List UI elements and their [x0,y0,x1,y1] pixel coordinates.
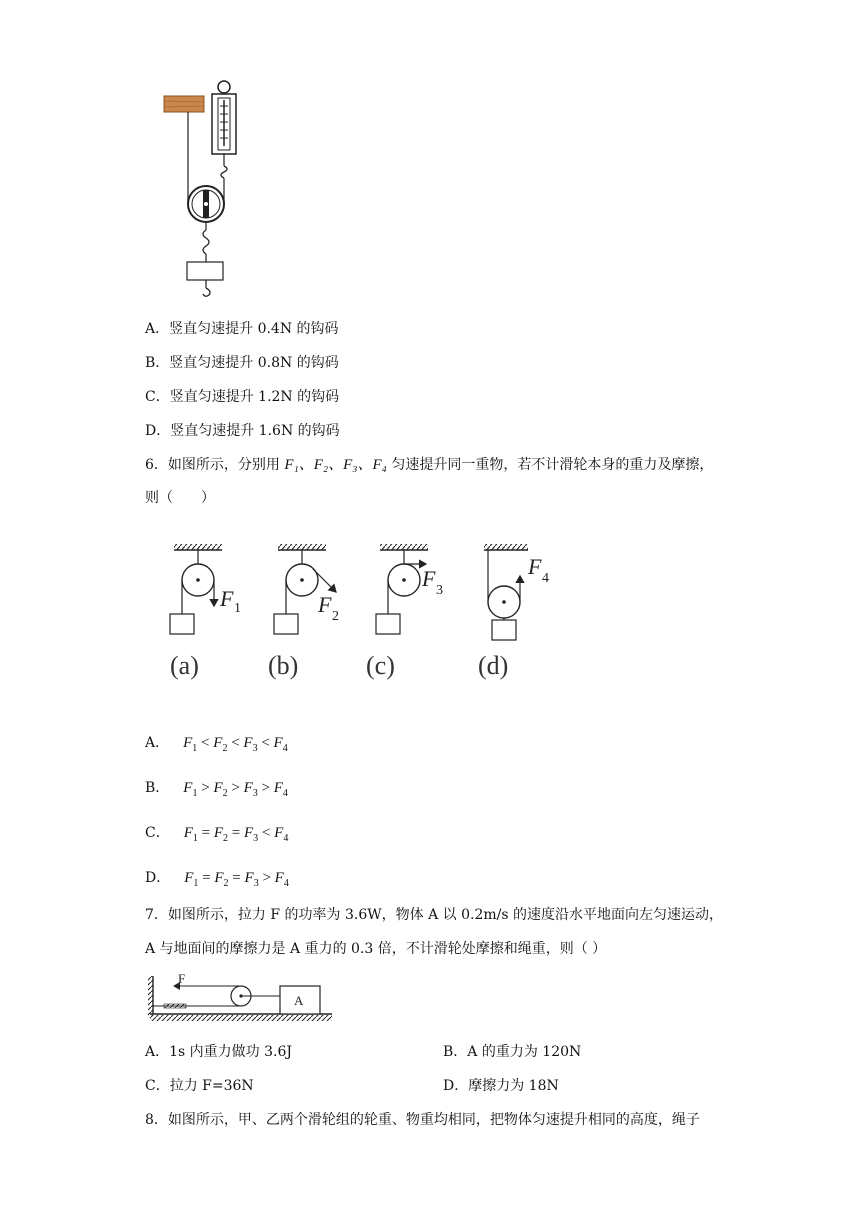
math-sub: 1 [192,833,198,844]
math-sub: 4 [283,878,289,889]
force-sub-3: 3 [436,583,443,598]
option-letter: B． [145,355,170,371]
q7-option-c[interactable] [145,1076,254,1096]
math-sub: 4 [282,788,288,799]
math-f: F [273,735,283,751]
q7-option-b[interactable] [443,1042,581,1062]
math-f: F [244,870,254,886]
math-sub: 3 [253,878,259,889]
math-sub: 2 [223,878,229,889]
option-text: 竖直匀速提升 0.4N 的钩码 [169,321,339,337]
math-op: < [261,735,270,751]
q6-stem-line1 [145,455,713,475]
math-op: > [262,870,271,886]
force-label-f1: F [220,586,234,611]
option-letter: B． [145,780,170,796]
math-op: > [231,780,240,796]
wooden-support [164,96,204,112]
math-sub: 2 [222,788,228,799]
math-op: < [201,735,210,751]
math-op: = [202,870,211,886]
force-label-f2: F [318,592,332,617]
q6-stem-line2: 则（ ） [145,490,215,506]
caption-d: (d) [478,651,509,680]
math-op: > [201,780,210,796]
math-sub: 1 [192,788,198,799]
math-f: F [183,780,193,796]
q5-option-a[interactable] [145,319,339,339]
q6-option-c[interactable] [145,822,288,844]
q7-stem-line2: A 与地面间的摩擦力是 A 重力的 0.3 倍，不计滑轮处摩擦和绳重，则（ ） [145,941,607,957]
option-text: 竖直匀速提升 1.6N 的钩码 [170,423,340,439]
q7-horizontal-pulley-figure [146,972,336,1024]
option-letter: D． [145,870,171,886]
math-f: F [243,780,253,796]
figure-c [366,544,443,680]
option-letter: A． [145,1044,170,1060]
q7-stem-line1: 7．如图所示，拉力 F 的功率为 3.6W，物体 A 以 0.2m/s 的速度沿水平地面向左匀速运动， [145,907,723,923]
math-f: F [274,870,284,886]
force-label-f: F [178,972,186,986]
force-sub-2: 2 [332,609,339,624]
option-text: 竖直匀速提升 1.2N 的钩码 [169,389,340,405]
math-sub: 1 [193,878,199,889]
math-f: F [274,825,284,841]
option-letter: D． [443,1078,469,1094]
q5-option-c[interactable] [145,387,339,407]
q6-stem-post: 匀速提升同一重物，若不计滑轮本身的重力及摩擦， [386,457,714,473]
option-text: A 的重力为 120N [467,1044,582,1060]
math-op: = [231,825,241,841]
q6-stem-forces: F₁、F₂、F₃、F₄ [284,457,387,473]
math-op: < [261,825,271,841]
force-label-f3: F [422,566,436,591]
math-f: F [213,735,223,751]
option-letter: B． [443,1044,468,1060]
q5-pulley-figure [150,74,260,304]
q7-option-a[interactable] [145,1042,292,1062]
math-f: F [214,870,224,886]
math-sub: 2 [223,833,229,844]
hook-weight [187,262,223,280]
math-op: = [201,825,211,841]
math-f: F [243,735,253,751]
q5-option-b[interactable] [145,353,339,373]
option-letter: C． [145,389,170,405]
math-sub: 4 [282,743,288,754]
math-sub: 3 [252,743,258,754]
math-op: = [232,870,241,886]
force-sub-4: 4 [542,571,549,586]
caption-a: (a) [170,651,199,680]
option-letter: D． [145,423,171,439]
caption-c: (c) [366,651,395,680]
math-f: F [184,870,194,886]
q6-option-b[interactable] [145,777,288,799]
option-text: 拉力 F=36N [169,1078,254,1094]
math-f: F [183,825,193,841]
force-label-f4: F [528,554,542,579]
force-sub-1: 1 [234,601,241,616]
spring-scale [212,81,236,178]
q7-option-d[interactable] [443,1076,559,1096]
block-a-label: A [294,993,304,1008]
q6-option-d[interactable] [145,867,289,889]
math-sub: 1 [192,743,198,754]
math-f: F [183,735,193,751]
q6-stem-pre: 6．如图所示，分别用 [145,457,285,473]
option-letter: C． [145,825,170,841]
math-sub: 2 [222,743,228,754]
math-sub: 3 [252,788,258,799]
math-sub: 3 [253,833,259,844]
math-f: F [213,825,224,841]
option-text: 竖直匀速提升 0.8N 的钩码 [169,355,339,371]
figure-b [268,544,339,680]
math-sub: 4 [283,833,289,844]
caption-b: (b) [268,651,299,680]
math-f: F [244,825,254,841]
math-f: F [273,780,283,796]
math-op: < [231,735,240,751]
math-op: > [261,780,270,796]
math-f: F [213,780,223,796]
q6-option-a[interactable] [145,732,288,754]
option-text: 摩擦力为 18N [468,1078,559,1094]
figure-a [170,544,241,680]
option-letter: C． [145,1078,170,1094]
figure-d [478,544,549,680]
option-letter: A． [145,735,170,751]
q5-option-d[interactable] [145,421,340,441]
q6-pulley-figures [160,540,580,690]
q8-stem-line1: 8．如图所示，甲、乙两个滑轮组的轮重、物重均相同，把物体匀速提升相同的高度，绳子 [145,1112,700,1128]
option-text: 1s 内重力做功 3.6J [169,1044,292,1060]
option-letter: A． [145,321,170,337]
